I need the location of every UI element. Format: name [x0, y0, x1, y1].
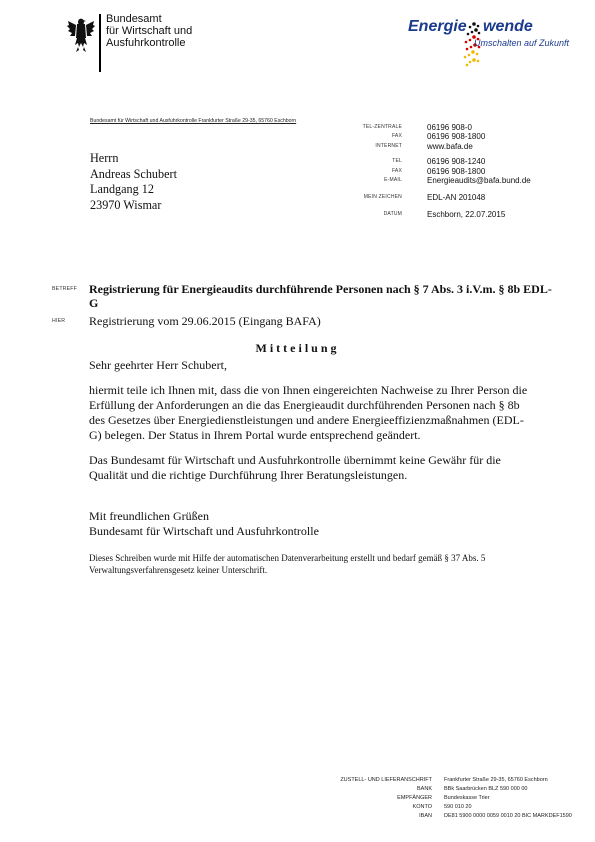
- footer-row: [330, 777, 590, 786]
- contact-label: FAX: [391, 133, 402, 140]
- betreff-label: BETREFF: [52, 286, 78, 292]
- footer-label: BANK: [417, 786, 432, 792]
- closing-line: Bundesamt für Wirtschaft und Ausfuhrkontrolle: [89, 524, 319, 538]
- contact-row: [340, 123, 580, 132]
- federal-eagle-icon: [66, 12, 96, 58]
- energiewende-tagline: Umschalten auf Zukunft: [474, 38, 570, 48]
- contact-label: E-MAIL: [384, 176, 402, 183]
- address-line: 23970 Wismar: [90, 197, 162, 212]
- logo-dot: [464, 56, 467, 59]
- energiewende-logo: [408, 14, 578, 74]
- footer-row: [330, 813, 590, 822]
- contact-value: Energieaudits@bafa.bund.de: [427, 175, 531, 185]
- address-line: Landgang 12: [90, 182, 154, 196]
- contact-label: INTERNET: [375, 142, 402, 149]
- agency-name-line: für Wirtschaft und: [106, 25, 193, 37]
- footer-value: Frankfurter Straße 29-35, 65760 Eschborn: [444, 777, 548, 783]
- logo-dot: [469, 39, 472, 42]
- contact-value: Eschborn, 22.07.2015: [427, 210, 506, 220]
- body-paragraph-2: Das Bundesamt für Wirtschaft und Ausfuhrkontrolle übernimmt keine Gewähr für die Qualität und die richtige Durchführung Ihrer Beratungsleistungen.: [89, 453, 501, 482]
- logo-dot: [471, 31, 474, 34]
- logo-dot: [472, 58, 476, 62]
- letter-heading: Mitteilung: [255, 341, 340, 355]
- contact-block: [340, 123, 580, 220]
- logo-dot: [469, 61, 472, 64]
- logo-dot: [471, 50, 475, 54]
- logo-dot: [467, 33, 470, 36]
- address-line: Herrn: [90, 151, 119, 165]
- footer-label: IBAN: [419, 813, 432, 819]
- recipient-address: [90, 151, 177, 213]
- contact-row: [340, 193, 580, 210]
- automated-notice: Dieses Schreiben wurde mit Hilfe der automatischen Datenverarbeitung erstellt und bedarf gemäß § 37 Abs. 5 Verwaltungsverfahrensgesetz keiner Unterschrift.: [89, 553, 486, 575]
- contact-row: [340, 157, 580, 166]
- logo-dot: [474, 28, 478, 32]
- subject-line: Registrierung für Energieaudits durchführende Personen nach § 7 Abs. 3 i.V.m. § 8b EDL-G: [89, 282, 552, 310]
- logo-dot: [469, 26, 472, 29]
- footer-value: Bundeskasse Trier: [444, 795, 490, 801]
- contact-row: [340, 132, 580, 141]
- footer-row: [330, 804, 590, 813]
- contact-value: 06196 908-1240: [427, 157, 486, 167]
- logo-dot: [466, 64, 469, 67]
- contact-label: TEL: [392, 158, 402, 165]
- footer-value: 590 010 20: [444, 804, 472, 810]
- footer-bank-details: [330, 777, 590, 822]
- reference-line: Registrierung vom 29.06.2015 (Eingang BAFA): [89, 314, 321, 328]
- logo-dot: [472, 22, 476, 26]
- logo-dot: [476, 53, 479, 56]
- contact-value: 06196 908-1800: [427, 132, 486, 142]
- contact-value: EDL-AN 201048: [427, 193, 486, 203]
- footer-value: DE81 5900 0000 0059 0010 20 BIC MARKDEF1590: [444, 813, 572, 819]
- logo-dot: [477, 60, 480, 63]
- logo-dot: [466, 48, 469, 51]
- footer-value: BBk Saarbrücken BLZ 590 000 00: [444, 786, 528, 792]
- logo-dot: [465, 41, 468, 44]
- body-paragraph-1: hiermit teile ich Ihnen mit, dass die von Ihnen eingereichten Nachweise zu Ihrer Person die Erfüllung der Anforderungen an die das Energieaudit durchführenden Personen nach § 8b des Gesetzes über Energiedienstleistungen und andere Energieeffizienzmaßnahmen (EDL-G) belegen. Der Status in Ihrem Portal wurde entsprechend geändert.: [89, 383, 528, 442]
- agency-name: [106, 13, 192, 49]
- contact-label: MEIN ZEICHEN: [363, 194, 402, 201]
- contact-value: www.bafa.de: [427, 141, 473, 151]
- footer-row: [330, 786, 590, 795]
- flag-bar: [99, 14, 101, 72]
- contact-row: [340, 210, 580, 219]
- sender-line: Bundesamt für Wirtschaft und Ausfuhrkontrolle Frankfurter Straße 29-35, 65760 Eschborn: [90, 118, 297, 124]
- bafa-logo: [66, 12, 206, 64]
- closing-line: Mit freundlichen Grüßen: [89, 509, 209, 523]
- address-line: Andreas Schubert: [90, 166, 177, 181]
- energiewende-word1: Energie: [408, 18, 467, 35]
- logo-dot: [468, 54, 471, 57]
- footer-label: ZUSTELL- UND LIEFERANSCHRIFT: [340, 777, 432, 783]
- logo-dot: [470, 46, 473, 49]
- contact-row: [340, 176, 580, 185]
- energiewende-word2: wende: [483, 18, 533, 35]
- hier-label: HIER: [52, 318, 66, 324]
- logo-dot: [477, 25, 480, 28]
- contact-label: DATUM: [383, 211, 402, 218]
- footer-label: KONTO: [412, 804, 432, 810]
- footer-row: [330, 795, 590, 804]
- contact-row: [340, 142, 580, 151]
- closing: [89, 509, 529, 539]
- agency-name-line: Bundesamt: [106, 13, 162, 25]
- contact-row: [340, 167, 580, 176]
- footer-label: EMPFÄNGER: [397, 795, 432, 801]
- contact-label: TEL-ZENTRALE: [362, 124, 402, 130]
- agency-name-line: Ausfuhrkontrolle: [106, 37, 186, 49]
- contact-value: 06196 908-1800: [427, 166, 486, 176]
- salutation: Sehr geehrter Herr Schubert,: [89, 358, 227, 372]
- logo-dot: [478, 32, 481, 35]
- contact-value: 06196 908-0: [427, 123, 472, 132]
- contact-label: FAX: [391, 167, 402, 174]
